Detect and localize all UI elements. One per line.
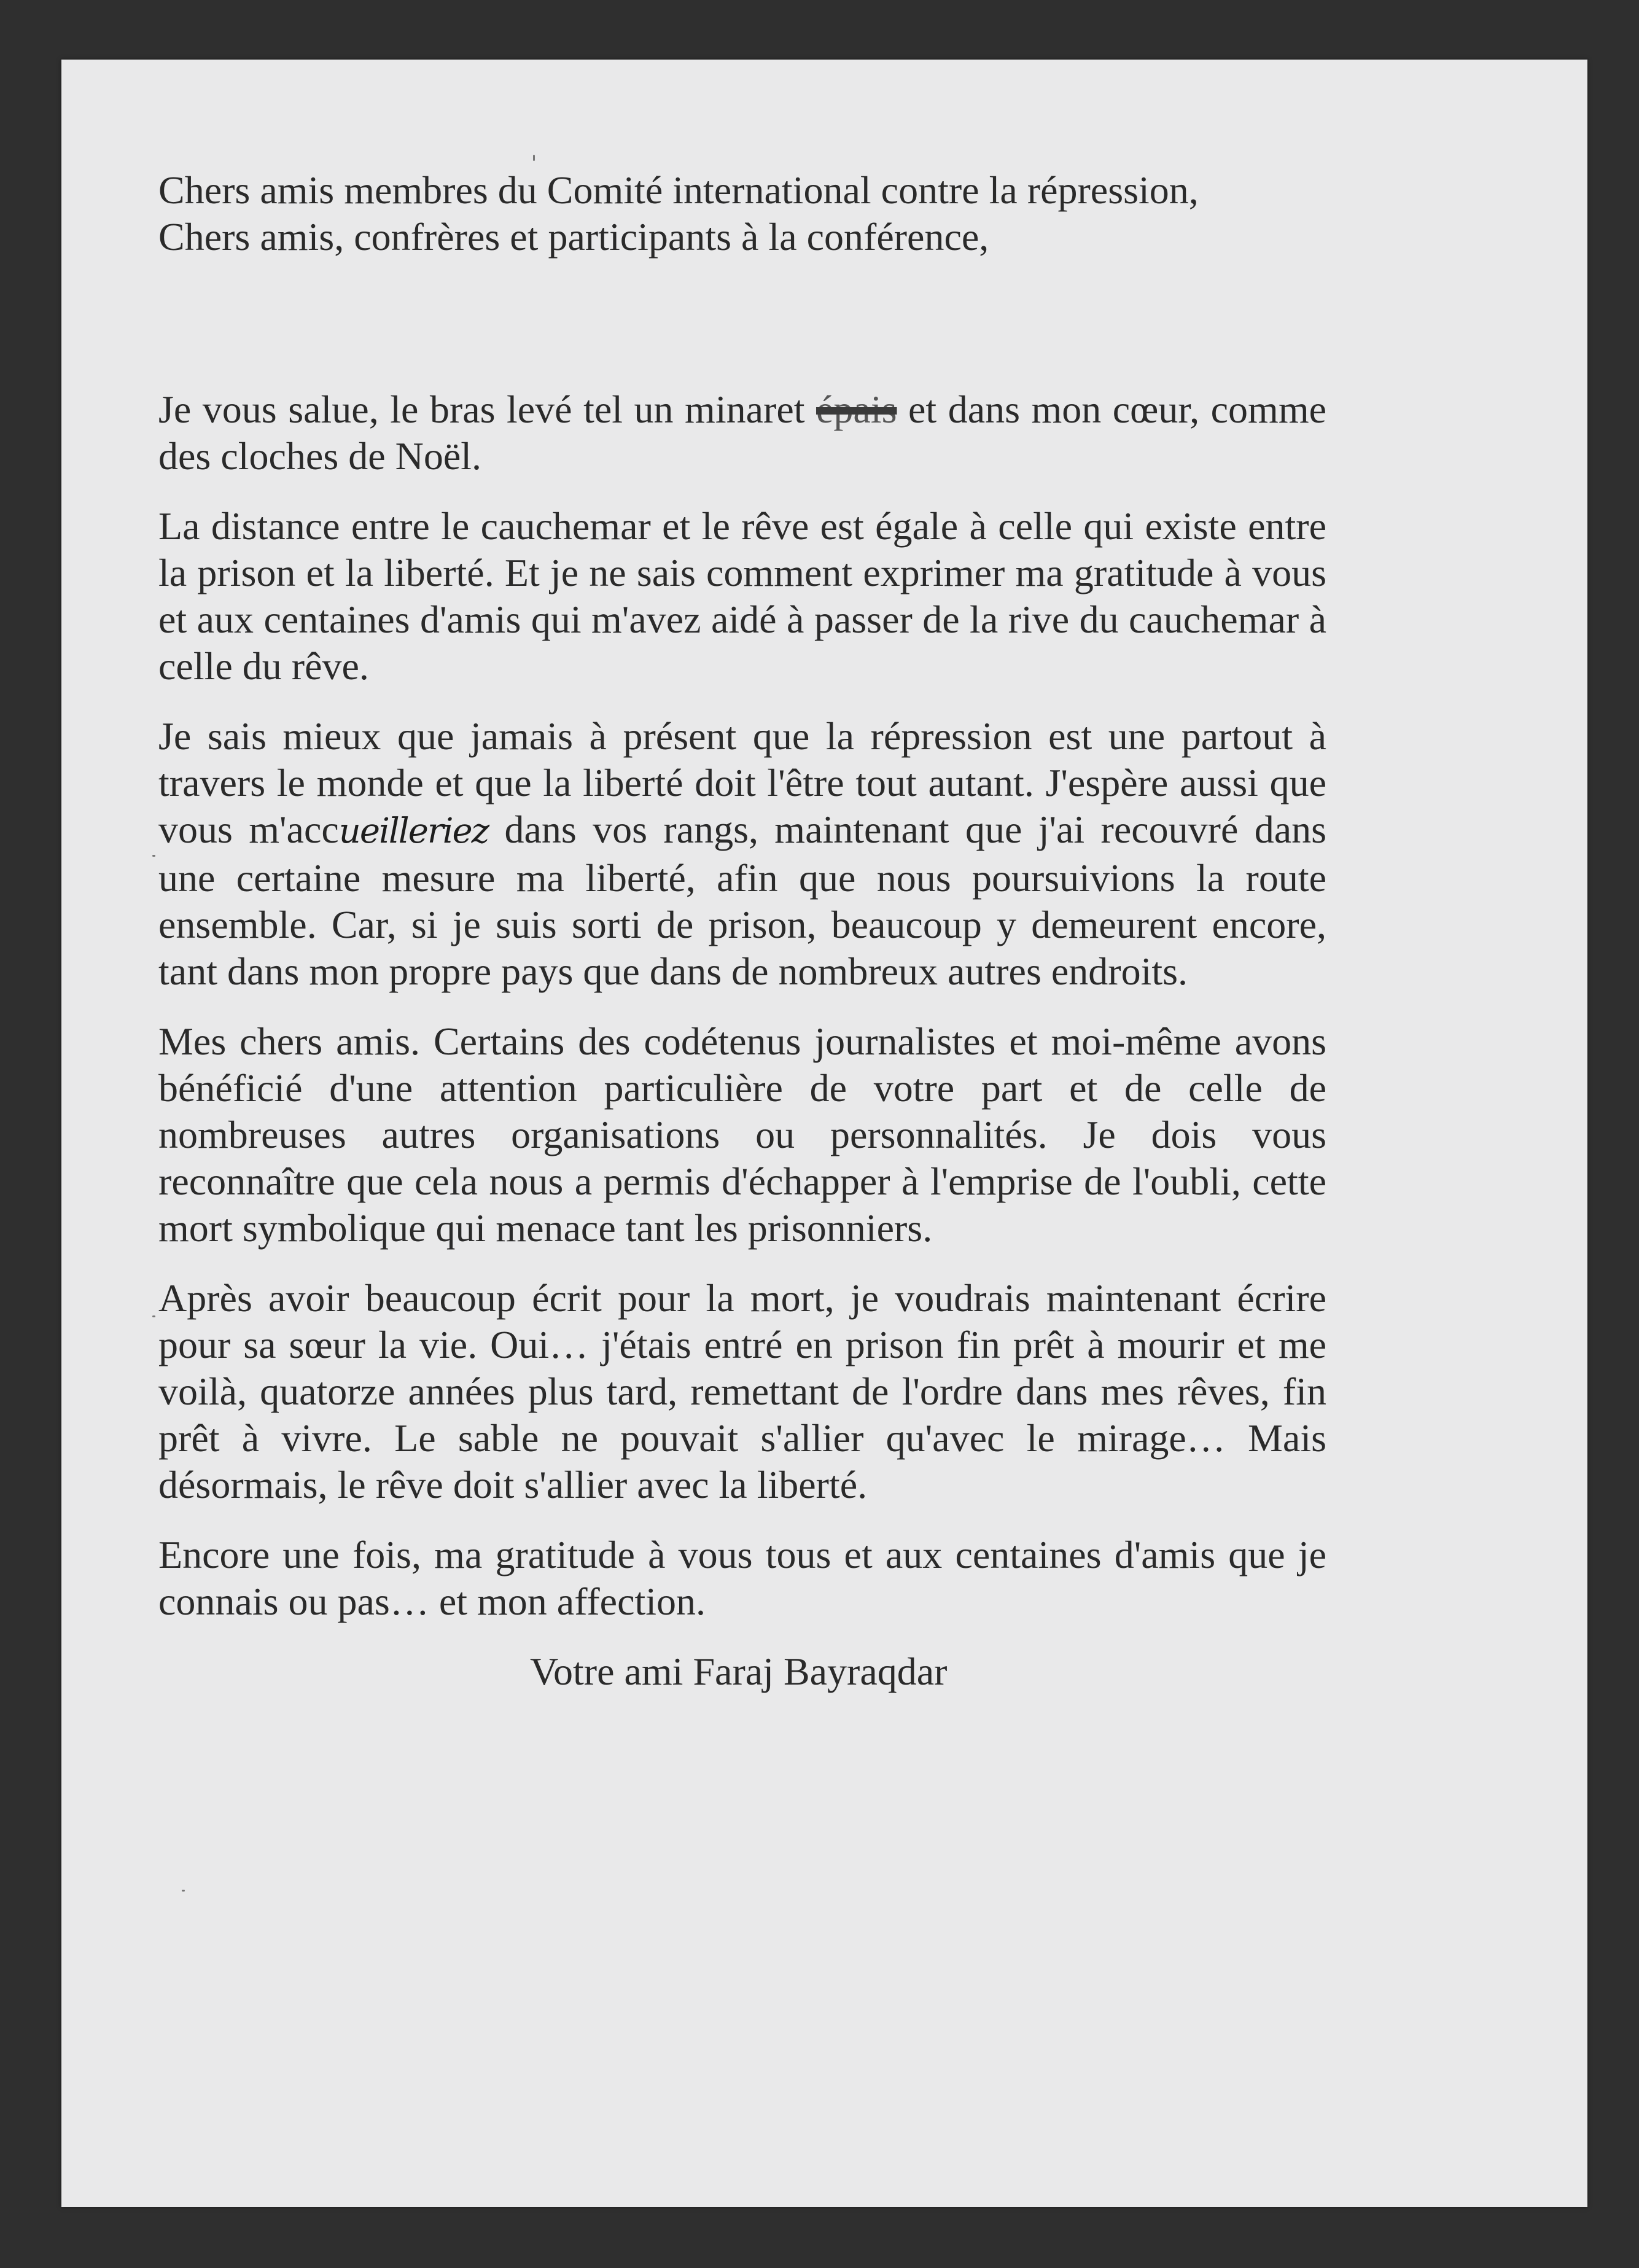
paragraph-friends: Mes chers amis. Certains des codétenus journalistes et moi-même avons bénéficié d'une attention particulière de votre part et de celle de nombreuses autres organisations ou personnalités. Je dois vous reconnaître que cela nous a permis d'échapper à l'emprise de l'oubli, cette mort symbolique qui menace tant les prisonniers. <box>158 1019 1326 1250</box>
struck-out-word: épais <box>816 388 897 431</box>
letter-body <box>158 167 1326 1695</box>
paragraph-greeting <box>158 386 1326 480</box>
handwritten-correction: ueilleriez <box>338 811 489 851</box>
paragraph-text: Je sais mieux que jamais à présent que la répression est une partout à travers le monde et que la liberté doit l'être tout autant. J'espère aussi que vous m'acc <box>158 714 1326 851</box>
paragraph-text: dans vos rangs, maintenant que j'ai recouvré dans une certaine mesure ma liberté, afin que nous poursuivions la route ensemble. Car, si je suis sorti de prison, beaucoup y demeurent encore, tant dans mon propre pays que dans de nombreux autres endroits. <box>158 808 1327 993</box>
paragraph-text: et dans mon cœur, comme des cloches de Noël. <box>158 388 1327 478</box>
paper-speck <box>152 1315 155 1317</box>
salutation-line-2: Chers amis, confrères et participants à la conférence, <box>158 215 989 259</box>
spacer <box>158 260 1326 386</box>
paragraph-life: Après avoir beaucoup écrit pour la mort, je voudrais maintenant écrire pour sa sœur la vie. Oui… j'étais entré en prison fin prêt à mourir et me voilà, quatorze années plus tard, remettant de l'ordre dans mes rêves, fin prêt à vivre. Le sable ne pouvait s'allier qu'avec le mirage… Mais désormais, le rêve doit s'allier avec la liberté. <box>158 1276 1326 1506</box>
paragraph-gratitude: Encore une fois, ma gratitude à vous tous et aux centaines d'amis que je connais ou pas… et mon affection. <box>158 1533 1326 1623</box>
paper-speck <box>533 155 535 161</box>
paragraph-distance: La distance entre le cauchemar et le rêve est égale à celle qui existe entre la prison et la liberté. Et je ne sais comment exprimer ma gratitude à vous et aux centaines d'amis qui m'avez aidé à passer de la rive du cauchemar à celle du rêve. <box>158 504 1326 688</box>
paper-speck <box>182 1890 185 1892</box>
salutation-line-1: Chers amis membres du Comité international contre la répression, <box>158 168 1199 212</box>
paragraph-repression <box>158 713 1326 995</box>
paper-speck <box>152 855 155 857</box>
signature-line: Votre ami Faraj Bayraqdar <box>530 1650 948 1693</box>
paragraph-text: Je vous salue, le bras levé tel un minaret <box>158 388 817 431</box>
